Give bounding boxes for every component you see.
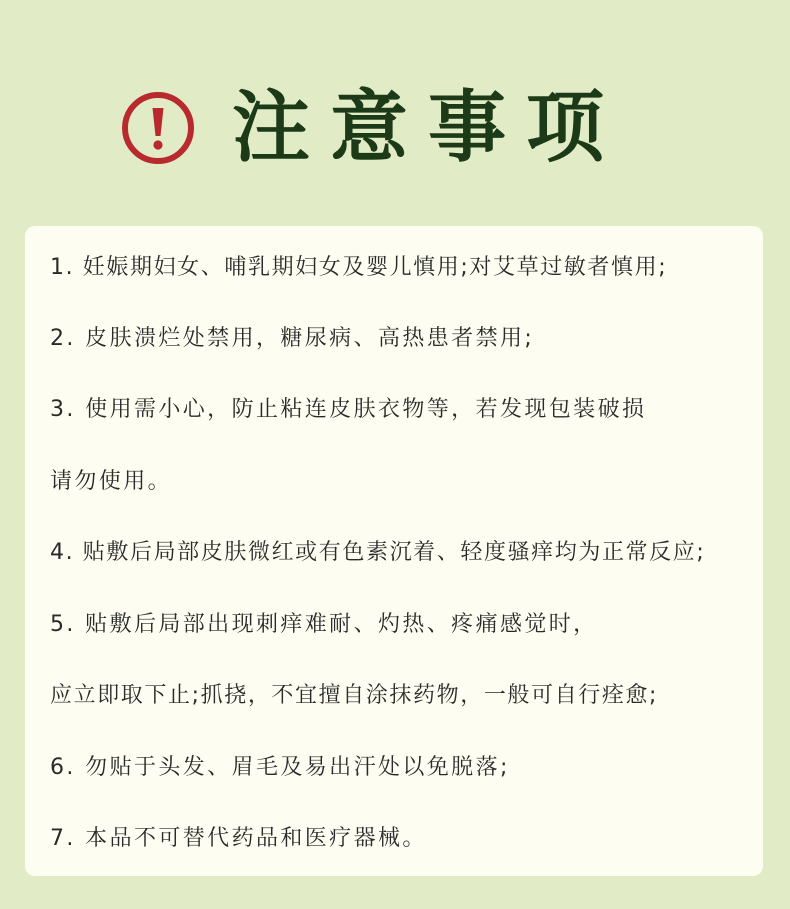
note-line: 1. 妊娠期妇女、哺乳期妇女及婴儿慎用;对艾草过敏者慎用; bbox=[50, 255, 668, 280]
note-line: 应立即取下止;抓挠，不宜擅自涂抹药物，一般可自行痊愈; bbox=[50, 683, 659, 708]
note-line: 7. 本品不可替代药品和医疗器械。 bbox=[50, 826, 427, 851]
header bbox=[0, 82, 790, 174]
exclamation-circle-icon bbox=[121, 91, 195, 165]
note-line: 请勿使用。 bbox=[50, 469, 173, 494]
note-line: 5. 贴敷后局部出现刺痒难耐、灼热、疼痛感觉时， bbox=[50, 612, 598, 637]
note-line: 4. 贴敷后局部皮肤微红或有色素沉着、轻度骚痒均为正常反应; bbox=[50, 540, 706, 565]
notes-card bbox=[25, 226, 763, 876]
note-line: 6. 勿贴于头发、眉毛及易出汗处以免脱落; bbox=[50, 755, 510, 780]
note-line: 2. 皮肤溃烂处禁用，糖尿病、高热患者禁用; bbox=[50, 326, 535, 351]
note-line: 3. 使用需小心，防止粘连皮肤衣物等，若发现包装破损 bbox=[50, 397, 647, 422]
page-title: 注意事项 bbox=[232, 82, 625, 173]
